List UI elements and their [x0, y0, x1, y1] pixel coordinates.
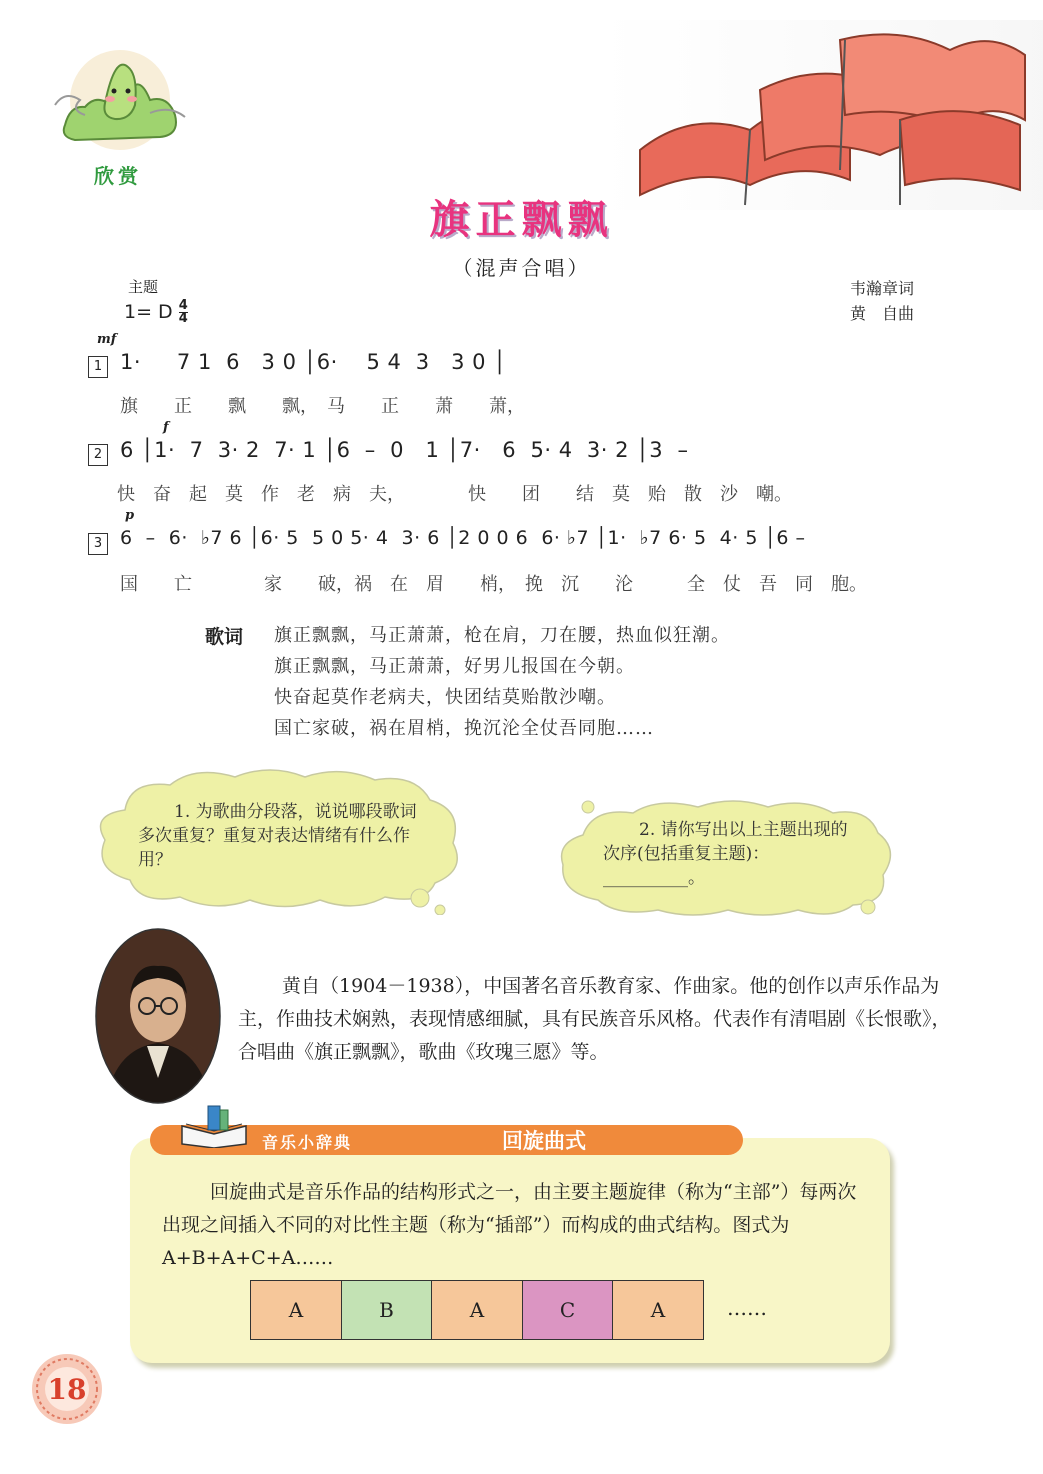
song-subtitle: （混声合唱）: [452, 256, 591, 280]
composer: 黄 自曲: [850, 304, 915, 323]
key-text: 1= D: [124, 301, 173, 323]
section-tag: 欣赏: [94, 164, 142, 188]
page-number-badge: [30, 1352, 104, 1426]
question-2-prompt: 2. 请你写出以上主题出现的次序(包括重复主题)：: [603, 820, 848, 864]
score-lyrics-row-1: 旗 正 飘 飘， 马 正 萧 萧，: [120, 396, 525, 417]
score-notes-row-1: 1· 7 1 6 3 0 │6· 5 4 3 3 0 │: [120, 350, 507, 374]
score-lyrics-row-2: 快 奋 起 莫 作 老 病 夫， 快 团 结 莫 贻 散 沙 嘲。: [117, 484, 792, 505]
dynamic-f: f: [163, 420, 169, 435]
question-1-text: 1. 为歌曲分段落，说说哪段歌词多次重复？重复对表达情绪有什么作用？: [138, 802, 417, 870]
lyrics-line: 旗正飘飘，马正萧萧，好男儿报国在今朝。: [274, 656, 635, 677]
lyricist: 韦瀚章词: [850, 279, 915, 298]
song-title: 旗正飘飘: [429, 196, 614, 243]
dictionary-tag: 音乐小辞典: [262, 1133, 353, 1152]
answer-blank[interactable]: __________: [603, 868, 688, 888]
time-signature: [179, 300, 188, 325]
form-cell: A: [250, 1280, 342, 1340]
form-cell: A: [431, 1280, 523, 1340]
score-notes-row-2: 6 │1· 7 3· 2 7· 1 │6 – 0 1 │7· 6 5· 4 3· 2 │3 –: [120, 438, 689, 462]
composer-portrait: [95, 928, 221, 1104]
dictionary-text: 回旋曲式是音乐作品的结构形式之一，由主要主题旋律（称为“主部”）每两次出现之间插入不同的对比性主题（称为“插部”）而构成的曲式结构。图式为 A+B+A+C+A……: [162, 1181, 857, 1269]
question-2-text: [603, 818, 859, 890]
page-number: 18: [47, 1373, 87, 1406]
dynamic-p: p: [125, 508, 135, 523]
lyrics-label: 歌词: [205, 626, 244, 648]
score-lyrics-row-3: 国 亡 家 破，祸 在 眉 梢， 挽 沉 沦 全 仗 吾 同 胞。: [120, 574, 867, 595]
composer-bio: 黄自（1904－1938），中国著名音乐教育家、作曲家。他的创作以声乐作品为主，作曲技术娴熟，表现情感细腻，具有民族音乐风格。代表作有清唱剧《长恨歌》，合唱曲《旗正飘飘》，歌曲《玫瑰三愿》等。: [238, 975, 951, 1063]
theme-label: 主题: [128, 278, 159, 296]
form-cell: B: [341, 1280, 433, 1340]
time-top: 4: [178, 298, 188, 313]
row-number-1: 1: [88, 356, 108, 378]
rondo-form-diagram: [250, 1280, 704, 1338]
lyrics-line: 国亡家破，祸在眉梢，挽沉沦全仗吾同胞……: [274, 718, 654, 739]
score-notes-row-3: 6 – 6· ♭7 6 │6· 5 5 0 5· 4 3· 6 │2 0 0 6 6· ♭7 │1· ♭7 6· 5 4· 5 │6 –: [120, 527, 806, 549]
credits: [850, 276, 914, 326]
red-flags-illustration: [600, 20, 1043, 210]
mountain-mascot-icon: [50, 45, 190, 170]
key-signature: [124, 300, 188, 325]
open-book-icon: [178, 1104, 250, 1148]
lyrics-line: 快奋起莫作老病夫，快团结莫贻散沙嘲。: [274, 687, 616, 708]
dictionary-term: 回旋曲式: [502, 1129, 586, 1153]
dynamic-mf: mf: [97, 332, 117, 347]
question-2-end: 。: [688, 868, 705, 888]
time-bottom: 4: [178, 311, 188, 326]
lyrics-line: 旗正飘飘，马正萧萧，枪在肩，刀在腰，热血似狂潮。: [274, 625, 730, 646]
row-number-2: 2: [88, 444, 108, 466]
row-number-3: 3: [88, 533, 108, 555]
form-ellipsis: ……: [727, 1296, 767, 1320]
form-cell: A: [612, 1280, 704, 1340]
lyrics-lines: [274, 620, 730, 744]
form-cell: C: [522, 1280, 614, 1340]
